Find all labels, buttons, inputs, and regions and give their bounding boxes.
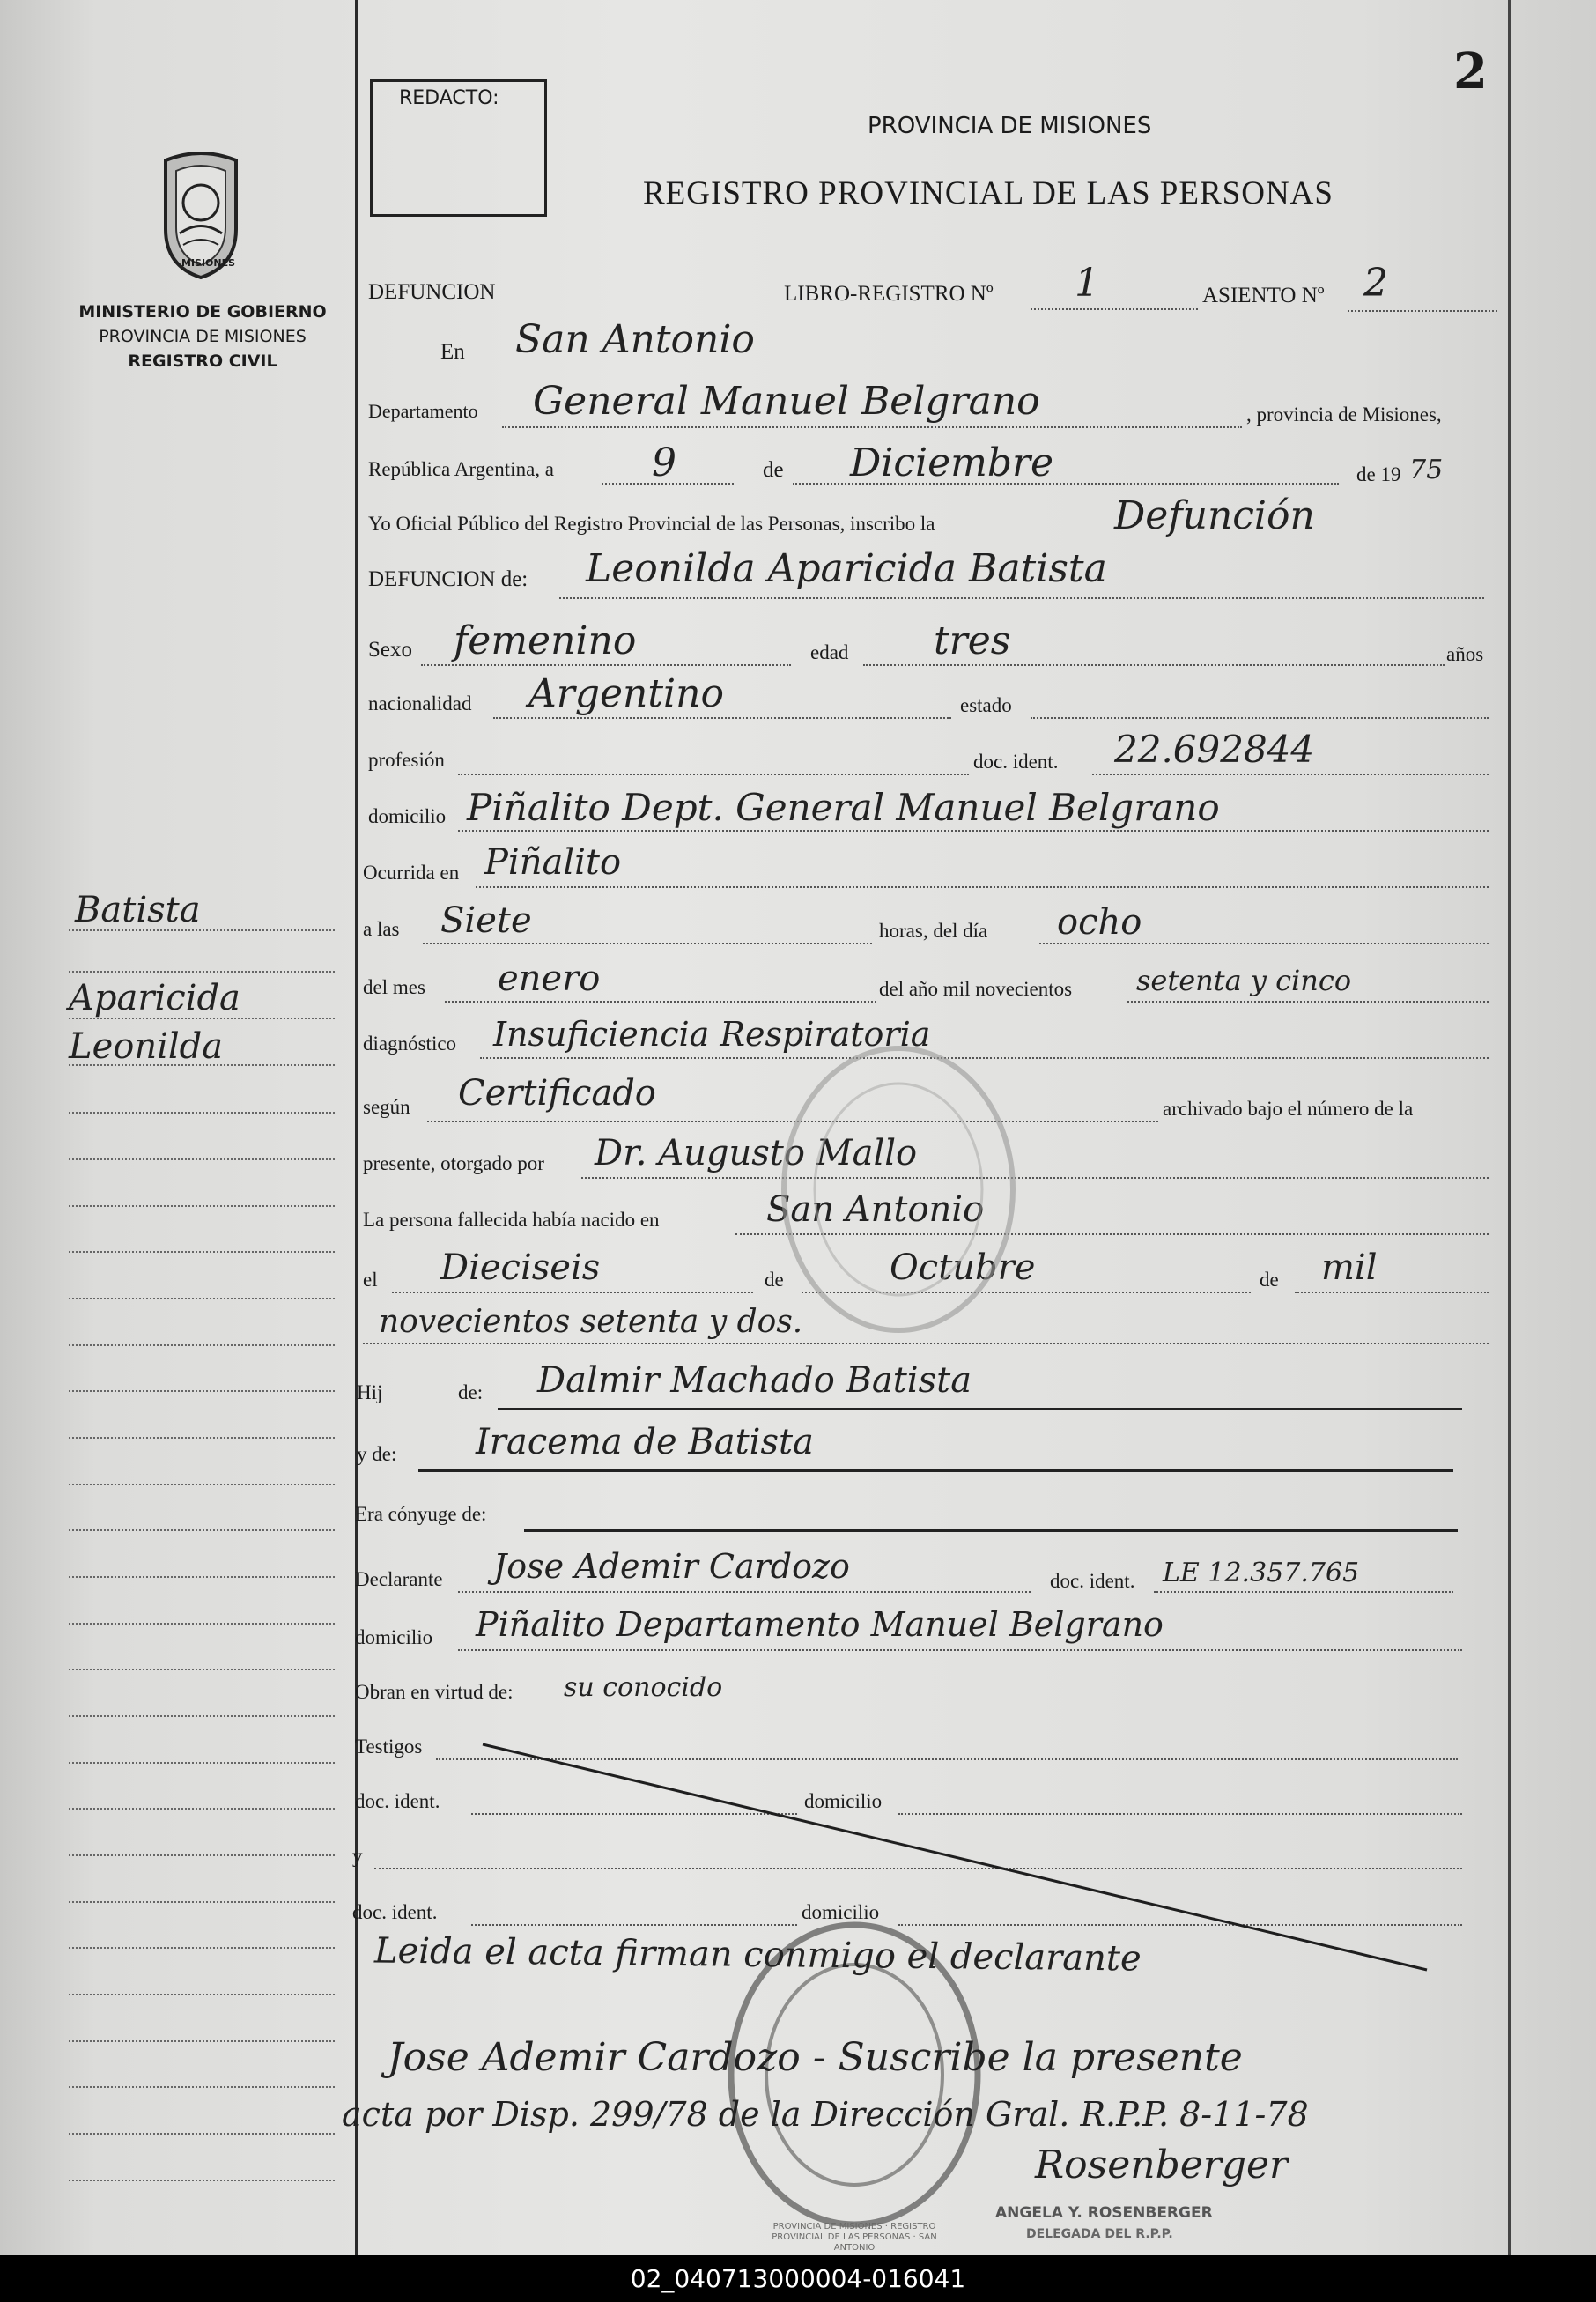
- libro-value: 1: [1075, 261, 1099, 306]
- presente-value: Dr. Augusto Mallo: [595, 1133, 918, 1173]
- el-de-label: de: [765, 1269, 784, 1291]
- ocurrida-label: Ocurrida en: [363, 862, 460, 884]
- asiento-label: ASIENTO Nº: [1202, 284, 1325, 307]
- anio-label: del año mil novecientos: [879, 978, 1073, 1000]
- yde-label: y de:: [357, 1443, 397, 1465]
- domicilio-value: Piñalito Dept. General Manuel Belgrano: [467, 786, 1220, 829]
- provincia-suffix: , provincia de Misiones,: [1246, 403, 1442, 426]
- year-value: 75: [1409, 455, 1444, 485]
- estado-label: estado: [960, 694, 1012, 716]
- segun-label: según: [363, 1096, 410, 1118]
- ministry-line-1: MINISTERIO DE GOBIERNO: [78, 302, 327, 322]
- oficial-value: Defunción: [1114, 493, 1315, 538]
- profesion-label: profesión: [368, 749, 445, 771]
- day-value: 9: [652, 440, 676, 485]
- year-label: de 19: [1356, 463, 1401, 485]
- ministry-line-3: REGISTRO CIVIL: [128, 352, 277, 371]
- libro-label: LIBRO-REGISTRO Nº: [784, 282, 994, 306]
- stamp-text: PROVINCIA DE MISIONES · REGISTRO PROVINCIAL DE LAS PERSONAS · SAN ANTONIO: [772, 2222, 937, 2253]
- segun-value: Certificado: [458, 1073, 656, 1114]
- anos-label: años: [1446, 643, 1484, 665]
- departamento-value: General Manuel Belgrano: [533, 379, 1040, 424]
- defuncion-de-value: Leonilda Aparicida Batista: [586, 546, 1107, 591]
- doc-ident-label: doc. ident.: [973, 751, 1059, 773]
- alas-value: Siete: [440, 900, 532, 941]
- anio-value: setenta y cinco: [1136, 964, 1352, 997]
- month-value: Diciembre: [850, 440, 1054, 485]
- sexo-value: femenino: [454, 618, 637, 663]
- nacionalidad-label: nacionalidad: [368, 692, 472, 714]
- edad-value: tres: [934, 618, 1011, 663]
- edad-label: edad: [810, 641, 849, 663]
- dom4-label: domicilio: [802, 1901, 880, 1923]
- doc3-label: doc. ident.: [355, 1790, 440, 1812]
- obran-label: Obran en virtud de:: [355, 1681, 514, 1703]
- defuncion-heading: DEFUNCION: [368, 280, 496, 304]
- domicilio2-label: domicilio: [355, 1626, 433, 1648]
- novecientos-value: novecientos setenta y dos.: [379, 1304, 803, 1340]
- horas-label: horas, del día: [879, 920, 988, 942]
- province-header: PROVINCIA DE MISIONES: [868, 113, 1152, 139]
- y-label: y: [352, 1845, 363, 1867]
- de3-label: de: [1260, 1269, 1279, 1291]
- de2-value: Octubre: [890, 1247, 1036, 1288]
- doc2-value: LE 12.357.765: [1163, 1558, 1360, 1588]
- doc4-label: doc. ident.: [352, 1901, 438, 1923]
- doc-ident-value: 22.692844: [1114, 728, 1315, 771]
- archivado-label: archivado bajo el número de la: [1163, 1098, 1414, 1120]
- closing-line-3: acta por Disp. 299/78 de la Dirección Gral. R.P.P. 8-11-78: [342, 2095, 1309, 2134]
- domicilio-label: domicilio: [368, 805, 447, 827]
- officer-stamp-title: DELEGADA DEL R.P.P.: [1026, 2227, 1173, 2241]
- el-value: Dieciseis: [440, 1247, 601, 1288]
- horas-value: ocho: [1057, 902, 1142, 943]
- en-value: San Antonio: [515, 317, 755, 362]
- nacido-label: La persona fallecida había nacido en: [363, 1209, 660, 1231]
- date-de-label: de: [763, 458, 784, 482]
- hij-de-value: Dalmir Machado Batista: [537, 1360, 972, 1401]
- presente-label: presente, otorgado por: [363, 1152, 544, 1174]
- de3-value: mil: [1321, 1247, 1378, 1288]
- republica-label: República Argentina, a: [368, 458, 554, 480]
- official-stamp-upper: [775, 1040, 1022, 1339]
- oficial-text: Yo Oficial Público del Registro Provincial de las Personas, inscribo la: [368, 513, 935, 535]
- seal-caption: MISIONES: [181, 257, 236, 269]
- en-label: En: [440, 340, 465, 364]
- redacto-label: REDACTO:: [399, 87, 499, 109]
- asiento-value: 2: [1363, 261, 1388, 306]
- file-caption: 02_040713000004-016041: [0, 2255, 1596, 2302]
- hij-de-label: de:: [458, 1381, 484, 1403]
- alas-label: a las: [363, 918, 400, 940]
- page-number: 2: [1453, 42, 1488, 100]
- margin-note-first-name: Leonilda: [69, 1026, 224, 1067]
- ocurrida-value: Piñalito: [484, 842, 622, 883]
- el-label: el: [363, 1269, 378, 1291]
- closing-line-2: Jose Ademir Cardozo - Suscribe la presente: [388, 2035, 1243, 2080]
- declarante-label: Declarante: [355, 1568, 443, 1590]
- officer-stamp-name: ANGELA Y. ROSENBERGER: [995, 2204, 1213, 2222]
- closing-line-1: Leida el acta firman conmigo el declarante: [373, 1930, 1142, 1980]
- testigos-label: Testigos: [355, 1736, 423, 1758]
- margin-note-middle-name: Aparicida: [69, 978, 240, 1018]
- registry-title: REGISTRO PROVINCIAL DE LAS PERSONAS: [643, 175, 1334, 211]
- dom3-label: domicilio: [804, 1790, 883, 1812]
- yde-value: Iracema de Batista: [476, 1422, 814, 1462]
- delmes-value: enero: [498, 959, 601, 999]
- departamento-label: Departamento: [368, 400, 478, 422]
- diagnostico-label: diagnóstico: [363, 1033, 457, 1055]
- diagnostico-value: Insuficiencia Respiratoria: [493, 1015, 931, 1054]
- delmes-label: del mes: [363, 976, 425, 998]
- nacionalidad-value: Argentino: [528, 671, 724, 716]
- closing-signature: Rosenberger: [1035, 2143, 1289, 2187]
- ministry-line-2: PROVINCIA DE MISIONES: [99, 327, 307, 346]
- margin-note-surname: Batista: [75, 890, 201, 930]
- obran-value: su conocido: [564, 1672, 723, 1703]
- defuncion-de-label: DEFUNCION de:: [368, 567, 528, 591]
- sexo-label: Sexo: [368, 638, 412, 662]
- domicilio2-value: Piñalito Departamento Manuel Belgrano: [476, 1605, 1164, 1644]
- hij-label: Hij: [357, 1381, 383, 1403]
- nacido-value: San Antonio: [766, 1189, 985, 1230]
- conyuge-label: Era cónyuge de:: [355, 1503, 487, 1525]
- declarante-value: Jose Ademir Cardozo: [493, 1547, 850, 1586]
- doc2-label: doc. ident.: [1050, 1570, 1135, 1592]
